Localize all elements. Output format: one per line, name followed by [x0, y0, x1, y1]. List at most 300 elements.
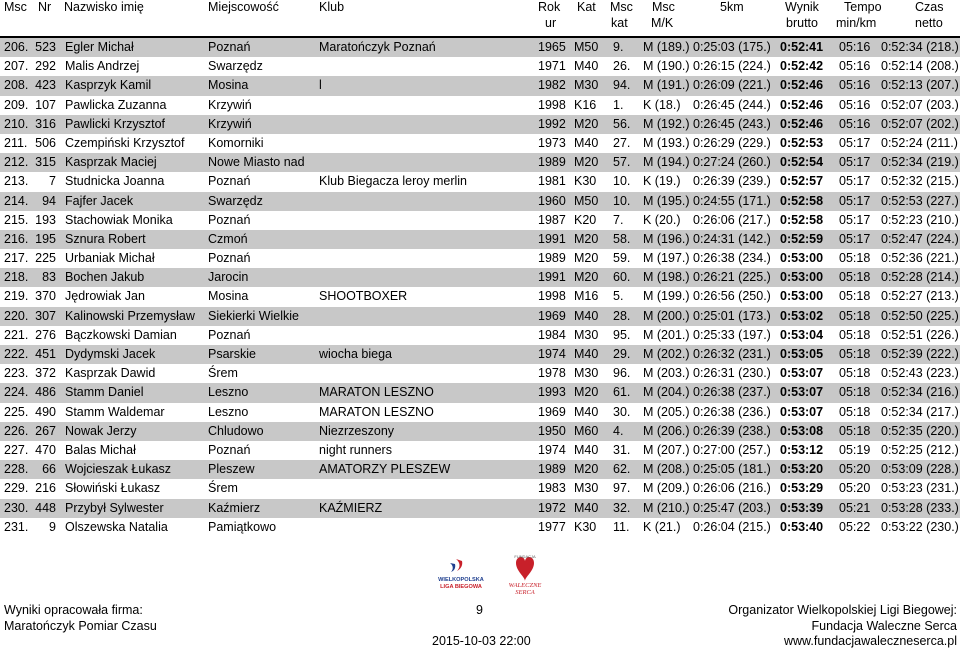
- cell-city: Mosina: [208, 78, 249, 93]
- cell-category: K30: [574, 174, 597, 189]
- cell-birth-year: 1991: [538, 231, 566, 246]
- cell-split-5km: 0:24:55 (171.): [693, 193, 771, 208]
- cell-runner-name: Egler Michał: [65, 40, 134, 54]
- cell-club: AMATORZY PLESZEW: [319, 462, 451, 477]
- header-msc-kat-sub: kat: [611, 16, 628, 30]
- fundacja-waleczne-serca-logo: [500, 551, 550, 595]
- cell-runner-name: Jędrowiak Jan: [65, 289, 145, 304]
- cell-bib-number: 316: [35, 116, 56, 131]
- cell-birth-year: 1977: [538, 519, 566, 534]
- table-row: [0, 268, 960, 287]
- cell-pace: 05:18: [839, 347, 871, 361]
- cell-pace: 05:17: [839, 135, 871, 150]
- cell-bib-number: 193: [35, 212, 56, 227]
- cell-pace: 05:21: [839, 500, 871, 515]
- cell-category-place: 57.: [613, 155, 631, 170]
- cell-category-place: 59.: [613, 251, 631, 266]
- cell-category-place: 30.: [613, 404, 631, 419]
- cell-birth-year: 1973: [538, 135, 566, 150]
- logo-fws-line3: SERCA: [515, 589, 535, 595]
- cell-gross-time: 0:53:04: [780, 327, 824, 342]
- cell-place: 221.: [4, 327, 29, 342]
- cell-place: 212.: [4, 155, 29, 170]
- header-city: Miejscowość: [208, 0, 279, 14]
- table-row: [0, 326, 960, 345]
- cell-birth-year: 1983: [538, 481, 566, 496]
- cell-net-time: 0:52:36 (221.): [881, 251, 959, 266]
- cell-gross-time: 0:53:05: [780, 347, 824, 361]
- cell-pace: 05:18: [839, 289, 871, 304]
- cell-gross-time: 0:52:46: [780, 78, 824, 93]
- table-row: [0, 172, 960, 191]
- cell-city: Chludowo: [208, 423, 264, 438]
- cell-gender-place: M (195.): [643, 193, 690, 208]
- cell-runner-name: Pawlicki Krzysztof: [65, 116, 166, 131]
- cell-net-time: 0:52:25 (212.): [881, 442, 959, 457]
- table-row: [0, 230, 960, 249]
- cell-gross-time: 0:53:07: [780, 404, 824, 419]
- table-header: [0, 0, 960, 35]
- cell-net-time: 0:53:23 (231.): [881, 481, 959, 496]
- cell-category-place: 11.: [613, 519, 630, 534]
- header-nr: Nr: [38, 0, 52, 14]
- cell-bib-number: 94: [42, 193, 56, 208]
- table-row: [0, 249, 960, 268]
- header-msc-kat: Msc: [610, 0, 633, 14]
- cell-category-place: 94.: [613, 78, 631, 93]
- cell-runner-name: Kasprzak Maciej: [65, 155, 157, 170]
- cell-city: Leszno: [208, 404, 249, 419]
- cell-bib-number: 470: [35, 442, 56, 457]
- cell-runner-name: Pawlicka Zuzanna: [65, 97, 167, 112]
- cell-birth-year: 1989: [538, 251, 566, 266]
- cell-category: M20: [574, 116, 599, 131]
- cell-birth-year: 1992: [538, 116, 566, 131]
- cell-bib-number: 315: [35, 155, 56, 170]
- cell-pace: 05:18: [839, 308, 871, 323]
- cell-place: 213.: [4, 174, 29, 189]
- cell-place: 226.: [4, 423, 29, 438]
- footer-website[interactable]: www.fundacjawaleczneserca.pl: [783, 634, 957, 648]
- cell-gross-time: 0:53:02: [780, 308, 824, 323]
- cell-runner-name: Stamm Waldemar: [65, 404, 165, 419]
- cell-club: MARATON LESZNO: [319, 404, 434, 419]
- cell-category: M50: [574, 193, 599, 208]
- cell-runner-name: Stachowiak Monika: [65, 212, 173, 227]
- cell-category-place: 61.: [613, 385, 631, 400]
- cell-net-time: 0:52:13 (207.): [881, 78, 959, 93]
- cell-city: Pleszew: [208, 462, 255, 477]
- cell-bib-number: 370: [35, 289, 56, 304]
- cell-pace: 05:16: [839, 40, 871, 54]
- cell-city: Siekierki Wielkie: [208, 308, 299, 323]
- cell-split-5km: 0:27:24 (260.): [693, 155, 771, 170]
- cell-runner-name: Malis Andrzej: [65, 59, 140, 74]
- footer-prepared-by: Wyniki opracowała firma:: [4, 603, 143, 617]
- cell-club: KAŹMIERZ: [319, 500, 383, 515]
- cell-birth-year: 1974: [538, 442, 566, 457]
- header-5km: 5km: [720, 0, 744, 14]
- cell-birth-year: 1991: [538, 270, 566, 285]
- header-msc-mk: Msc: [652, 0, 675, 14]
- cell-bib-number: 448: [35, 500, 56, 515]
- cell-bib-number: 486: [35, 385, 56, 400]
- cell-club: night runners: [319, 442, 392, 457]
- cell-runner-name: Wojcieszak Łukasz: [65, 462, 172, 477]
- cell-pace: 05:17: [839, 231, 871, 246]
- cell-birth-year: 1989: [538, 462, 566, 477]
- header-tempo-unit: min/km: [836, 16, 877, 30]
- cell-category-place: 26.: [613, 59, 631, 74]
- header-msc: Msc: [4, 0, 27, 14]
- table-row: [0, 211, 960, 230]
- cell-pace: 05:18: [839, 327, 871, 342]
- cell-place: 218.: [4, 270, 29, 285]
- cell-bib-number: 267: [35, 423, 56, 438]
- cell-split-5km: 0:26:39 (239.): [693, 174, 771, 189]
- cell-place: 207.: [4, 59, 29, 74]
- cell-bib-number: 423: [35, 78, 56, 93]
- cell-gross-time: 0:53:00: [780, 251, 824, 266]
- table-row: [0, 345, 960, 364]
- cell-gender-place: M (199.): [643, 289, 690, 304]
- cell-bib-number: 107: [35, 97, 56, 112]
- cell-category-place: 10.: [613, 193, 631, 208]
- cell-category-place: 9.: [613, 40, 624, 54]
- cell-gender-place: M (190.): [643, 59, 690, 74]
- cell-net-time: 0:53:22 (230.): [881, 519, 959, 534]
- cell-birth-year: 1971: [538, 59, 566, 74]
- cell-category: K20: [574, 212, 597, 227]
- cell-birth-year: 1978: [538, 366, 566, 381]
- cell-place: 231.: [4, 519, 29, 534]
- cell-pace: 05:18: [839, 385, 871, 400]
- cell-category-place: 58.: [613, 231, 631, 246]
- cell-gender-place: K (19.): [643, 174, 681, 189]
- cell-city: Poznań: [208, 212, 251, 227]
- cell-bib-number: 9: [49, 519, 56, 534]
- cell-runner-name: Stamm Daniel: [65, 385, 144, 400]
- cell-runner-name: Bochen Jakub: [65, 270, 145, 285]
- cell-birth-year: 1969: [538, 404, 566, 419]
- cell-city: Leszno: [208, 385, 249, 400]
- cell-pace: 05:20: [839, 462, 871, 477]
- cell-club: Klub Biegacza leroy merlin: [319, 174, 467, 189]
- cell-pace: 05:16: [839, 97, 871, 112]
- cell-split-5km: 0:24:31 (142.): [693, 231, 771, 246]
- cell-gross-time: 0:53:07: [780, 385, 824, 400]
- cell-runner-name: Balas Michał: [65, 442, 136, 457]
- cell-split-5km: 0:26:29 (229.): [693, 135, 771, 150]
- cell-birth-year: 1972: [538, 500, 566, 515]
- cell-net-time: 0:52:39 (222.): [881, 347, 959, 361]
- cell-club: Maratończyk Poznań: [319, 40, 436, 54]
- cell-category: M20: [574, 251, 599, 266]
- cell-place: 215.: [4, 212, 29, 227]
- cell-club: Niezrzeszony: [319, 423, 395, 438]
- cell-net-time: 0:52:27 (213.): [881, 289, 959, 304]
- cell-pace: 05:16: [839, 78, 871, 93]
- cell-gross-time: 0:52:42: [780, 59, 824, 74]
- cell-runner-name: Fajfer Jacek: [65, 193, 134, 208]
- header-kat: Kat: [577, 0, 596, 14]
- table-row: [0, 460, 960, 479]
- cell-birth-year: 1993: [538, 385, 566, 400]
- cell-runner-name: Słowiński Łukasz: [65, 481, 161, 496]
- cell-city: Śrem: [208, 481, 238, 496]
- cell-city: Nowe Miasto nad: [208, 155, 305, 170]
- cell-bib-number: 66: [42, 462, 56, 477]
- cell-place: 229.: [4, 481, 29, 496]
- cell-runner-name: Dydymski Jacek: [65, 347, 156, 361]
- cell-net-time: 0:52:07 (202.): [881, 116, 959, 131]
- cell-city: Mosina: [208, 289, 249, 304]
- cell-gender-place: M (209.): [643, 481, 690, 496]
- table-row: [0, 383, 960, 402]
- cell-split-5km: 0:26:06 (217.): [693, 212, 771, 227]
- cell-gender-place: M (194.): [643, 155, 690, 170]
- cell-category: M20: [574, 462, 599, 477]
- cell-gross-time: 0:53:07: [780, 366, 824, 381]
- cell-pace: 05:18: [839, 404, 871, 419]
- table-row: [0, 153, 960, 172]
- cell-bib-number: 523: [35, 40, 56, 54]
- cell-bib-number: 195: [35, 231, 56, 246]
- cell-place: 211.: [4, 135, 28, 150]
- cell-net-time: 0:52:14 (208.): [881, 59, 959, 74]
- cell-pace: 05:18: [839, 251, 871, 266]
- cell-place: 224.: [4, 385, 29, 400]
- cell-gross-time: 0:52:46: [780, 97, 824, 112]
- cell-club: MARATON LESZNO: [319, 385, 434, 400]
- cell-place: 214.: [4, 193, 29, 208]
- cell-city: Komorniki: [208, 135, 264, 150]
- cell-birth-year: 1998: [538, 97, 566, 112]
- page-number: 9: [476, 603, 483, 617]
- cell-net-time: 0:52:35 (220.): [881, 423, 959, 438]
- cell-city: Jarocin: [208, 270, 249, 285]
- cell-pace: 05:17: [839, 155, 871, 170]
- cell-gross-time: 0:52:41: [780, 40, 824, 54]
- cell-category-place: 27.: [613, 135, 631, 150]
- cell-gender-place: M (205.): [643, 404, 690, 419]
- cell-category: M50: [574, 40, 599, 54]
- cell-gender-place: M (192.): [643, 116, 690, 131]
- cell-place: 228.: [4, 462, 29, 477]
- cell-runner-name: Kasprzak Dawid: [65, 366, 156, 381]
- cell-bib-number: 506: [35, 135, 56, 150]
- cell-category: M40: [574, 59, 599, 74]
- cell-city: Poznań: [208, 174, 251, 189]
- cell-gross-time: 0:53:08: [780, 423, 824, 438]
- cell-runner-name: Czempiński Krzysztof: [65, 135, 185, 150]
- cell-split-5km: 0:27:00 (257.): [693, 442, 771, 457]
- cell-pace: 05:18: [839, 270, 871, 285]
- cell-bib-number: 451: [35, 347, 56, 361]
- cell-net-time: 0:52:50 (225.): [881, 308, 959, 323]
- cell-gender-place: M (191.): [643, 78, 690, 93]
- cell-runner-name: Nowak Jerzy: [65, 423, 137, 438]
- cell-category: M30: [574, 78, 599, 93]
- header-wynik-brutto: brutto: [786, 16, 818, 30]
- cell-runner-name: Bączkowski Damian: [65, 327, 177, 342]
- cell-category-place: 5.: [613, 289, 624, 304]
- cell-gross-time: 0:52:58: [780, 212, 824, 227]
- cell-city: Pamiątkowo: [208, 519, 277, 534]
- cell-category-place: 95.: [613, 327, 631, 342]
- cell-pace: 05:22: [839, 519, 871, 534]
- cell-runner-name: Urbaniak Michał: [65, 251, 155, 266]
- table-row: [0, 441, 960, 460]
- header-club: Klub: [319, 0, 345, 14]
- cell-split-5km: 0:26:45 (243.): [693, 116, 771, 131]
- cell-gender-place: M (196.): [643, 231, 690, 246]
- cell-split-5km: 0:26:38 (236.): [693, 404, 771, 419]
- table-row: [0, 479, 960, 498]
- cell-runner-name: Kasprzyk Kamil: [65, 78, 152, 93]
- cell-category-place: 4.: [613, 423, 624, 438]
- cell-place: 217.: [4, 251, 29, 266]
- cell-place: 225.: [4, 404, 29, 419]
- cell-category-place: 1.: [613, 97, 624, 112]
- cell-category-place: 31.: [613, 442, 631, 457]
- logo-wlb-line2: LIGA BIEGOWA: [440, 584, 482, 590]
- cell-split-5km: 0:26:38 (237.): [693, 385, 771, 400]
- cell-city: Poznań: [208, 40, 251, 54]
- footer-foundation: Fundacja Waleczne Serca: [811, 619, 957, 633]
- cell-gender-place: M (198.): [643, 270, 690, 285]
- cell-net-time: 0:52:47 (224.): [881, 231, 959, 246]
- cell-gender-place: M (206.): [643, 423, 690, 438]
- cell-city: Krzywiń: [208, 116, 252, 131]
- cell-place: 230.: [4, 500, 29, 515]
- table-row: [0, 307, 960, 326]
- cell-gross-time: 0:53:12: [780, 442, 824, 457]
- cell-pace: 05:17: [839, 174, 871, 189]
- logo-fws-line1: FUNDACJA: [514, 554, 536, 559]
- table-row: [0, 96, 960, 115]
- cell-bib-number: 7: [49, 174, 56, 189]
- cell-split-5km: 0:25:01 (173.): [693, 308, 771, 323]
- cell-pace: 05:19: [839, 442, 871, 457]
- cell-gender-place: M (210.): [643, 500, 690, 515]
- table-row: [0, 364, 960, 383]
- cell-place: 227.: [4, 442, 29, 457]
- cell-city: Psarskie: [208, 347, 256, 361]
- table-row: [0, 134, 960, 153]
- cell-runner-name: Przybył Sylwester: [65, 500, 164, 515]
- logo-fws-line2: WALECZNE: [508, 582, 542, 589]
- cell-split-5km: 0:26:45 (244.): [693, 97, 771, 112]
- cell-category: M30: [574, 481, 599, 496]
- cell-bib-number: 292: [35, 59, 56, 74]
- cell-category-place: 32.: [613, 500, 631, 515]
- cell-gross-time: 0:52:57: [780, 174, 824, 189]
- cell-category: K16: [574, 97, 597, 112]
- cell-split-5km: 0:25:33 (197.): [693, 327, 771, 342]
- cell-category: K30: [574, 519, 597, 534]
- cell-gender-place: K (21.): [643, 519, 681, 534]
- cell-category: M30: [574, 327, 599, 342]
- cell-split-5km: 0:26:21 (225.): [693, 270, 771, 285]
- wielkopolska-liga-biegowa-logo: [436, 557, 486, 591]
- cell-split-5km: 0:26:56 (250.): [693, 289, 771, 304]
- table-row: [0, 57, 960, 76]
- cell-birth-year: 1969: [538, 308, 566, 323]
- header-rok-ur: ur: [545, 16, 557, 30]
- cell-gender-place: M (204.): [643, 385, 690, 400]
- cell-runner-name: Studnicka Joanna: [65, 174, 165, 189]
- cell-birth-year: 1960: [538, 193, 566, 208]
- cell-pace: 05:18: [839, 423, 871, 438]
- cell-split-5km: 0:26:38 (234.): [693, 251, 771, 266]
- logo-wlb-line1: WIELKOPOLSKA: [438, 577, 484, 583]
- cell-category-place: 62.: [613, 462, 631, 477]
- cell-split-5km: 0:26:31 (230.): [693, 366, 771, 381]
- cell-category: M16: [574, 289, 599, 304]
- cell-gender-place: K (20.): [643, 212, 681, 227]
- cell-net-time: 0:52:51 (226.): [881, 327, 959, 342]
- cell-place: 220.: [4, 308, 29, 323]
- cell-bib-number: 490: [35, 404, 56, 419]
- cell-gender-place: M (207.): [643, 442, 690, 457]
- footer-date: 2015-10-03 22:00: [432, 634, 531, 648]
- cell-birth-year: 1950: [538, 423, 566, 438]
- cell-category-place: 10.: [613, 174, 631, 189]
- cell-birth-year: 1987: [538, 212, 566, 227]
- header-rok: Rok: [538, 0, 561, 14]
- table-row: [0, 403, 960, 422]
- cell-club: wiocha biega: [319, 347, 392, 361]
- cell-runner-name: Kalinowski Przemysław: [65, 308, 195, 323]
- cell-split-5km: 0:25:03 (175.): [693, 40, 771, 54]
- cell-gross-time: 0:52:53: [780, 135, 824, 150]
- cell-category-place: 7.: [613, 212, 624, 227]
- cell-place: 222.: [4, 347, 29, 361]
- cell-birth-year: 1984: [538, 327, 566, 342]
- table-row: [0, 38, 960, 57]
- footer-organizer: Organizator Wielkopolskiej Ligi Biegowej:: [728, 603, 957, 617]
- cell-city: Swarzędz: [208, 59, 263, 74]
- cell-category: M40: [574, 404, 599, 419]
- cell-gross-time: 0:53:20: [780, 462, 824, 477]
- cell-category: M40: [574, 135, 599, 150]
- cell-category: M40: [574, 500, 599, 515]
- cell-pace: 05:20: [839, 481, 871, 496]
- cell-city: Kaźmierz: [208, 500, 261, 515]
- table-row: [0, 499, 960, 518]
- cell-pace: 05:17: [839, 193, 871, 208]
- cell-birth-year: 1989: [538, 155, 566, 170]
- cell-bib-number: 372: [35, 366, 56, 381]
- cell-city: Krzywiń: [208, 97, 252, 112]
- cell-net-time: 0:52:28 (214.): [881, 270, 959, 285]
- table-row: [0, 76, 960, 95]
- footer-company: Maratończyk Pomiar Czasu: [4, 619, 157, 633]
- cell-split-5km: 0:25:47 (203.): [693, 500, 771, 515]
- cell-category: M20: [574, 231, 599, 246]
- cell-category-place: 28.: [613, 308, 631, 323]
- cell-city: Śrem: [208, 366, 238, 381]
- cell-gender-place: M (201.): [643, 327, 690, 342]
- cell-gender-place: M (193.): [643, 135, 690, 150]
- cell-net-time: 0:52:07 (203.): [881, 97, 959, 112]
- logos: [0, 549, 960, 597]
- cell-place: 216.: [4, 231, 29, 246]
- table-row: [0, 422, 960, 441]
- cell-category: M20: [574, 155, 599, 170]
- cell-gross-time: 0:53:39: [780, 500, 824, 515]
